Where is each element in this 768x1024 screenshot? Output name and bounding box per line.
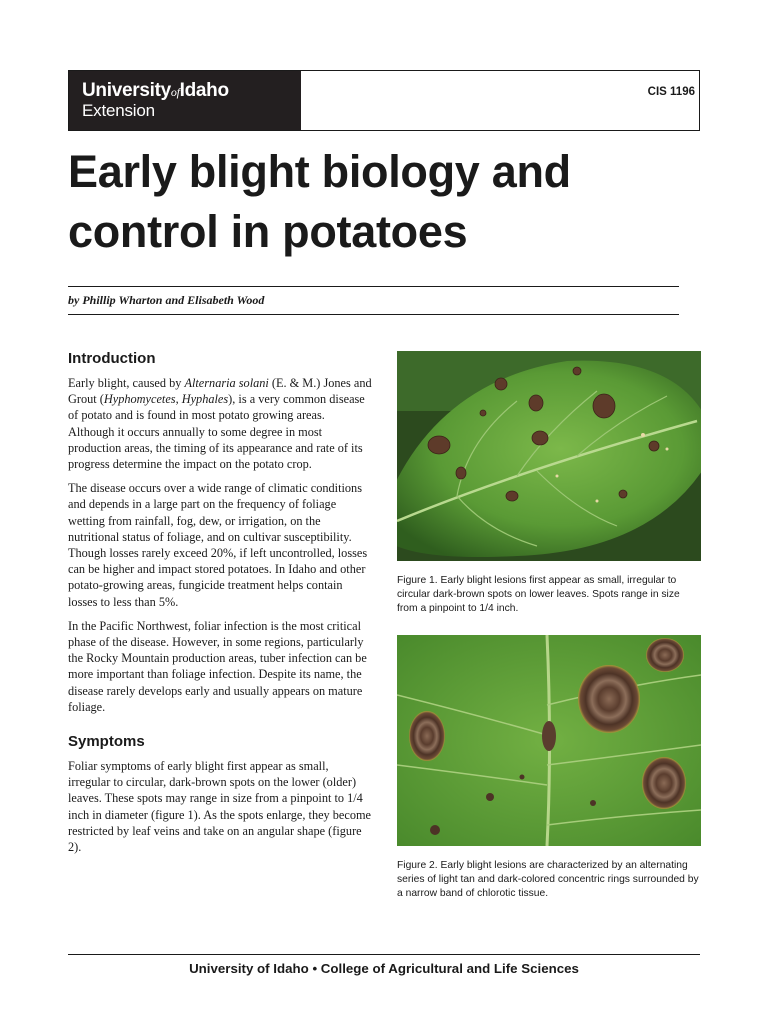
title-divider xyxy=(68,286,679,287)
figure-1-caption: Figure 1. Early blight lesions first appear as small, irregular to circular dark-brown spots on lower leaves. Spots range in size from a pinpoint to 1/4 inch. xyxy=(397,575,680,614)
figure-1-photo-leaf-small-lesions xyxy=(397,351,701,561)
author-byline: by Phillip Wharton and Elisabeth Wood xyxy=(68,293,265,307)
symptoms-heading: Symptoms xyxy=(68,733,145,751)
logo-wordmark: UniversityofIdaho xyxy=(82,80,229,101)
figure-2-caption: Figure 2. Early blight lesions are characterized by an alternating series of light tan and dark-colored concentric rings surrounded by a narrow band of chlorotic tissue. xyxy=(397,860,699,899)
introduction-paragraph-3: In the Pacific Northwest, foliar infection is the most critical phase of the disease. However, in some regions, particularly the Rocky Mountain production areas, tuber infection can be more important than foliage infection. Despite its name, the disease rarely develops early and usually appears on mature foliage. xyxy=(68,618,367,714)
symptoms-paragraph-1: Foliar symptoms of early blight first appear as small, irregular to circular, dark-brown spots on the lower (older) leaves. These spots may range in size from a pinpoint to 1/4 inch in diameter (figure 1). As the spots enlarge, they become restricted by leaf veins and take on an angular shape (figure 2). xyxy=(68,759,372,855)
introduction-heading: Introduction xyxy=(68,350,156,367)
figure-2-photo-leaf-concentric-lesions xyxy=(397,635,701,846)
species-name: Alternaria solani xyxy=(184,376,269,390)
figures-column xyxy=(397,351,701,920)
title-line-2: control in potatoes xyxy=(68,206,468,257)
introduction-paragraph-1: Early blight, caused by Alternaria solani (E. & M.) Jones and Grout (Hyphomycetes, Hyphales), is a very common disease of potato and is found in most potato growing areas. Although it occurs annually to some degree in most production areas, the timing of its appearance and rate of its progress determine the impact on the potato crop. xyxy=(68,376,372,472)
page-title xyxy=(68,142,688,262)
title-line-1: Early blight biology and xyxy=(68,146,571,197)
logo-subtitle: Extension xyxy=(82,101,155,120)
university-of-idaho-extension-logo xyxy=(69,71,301,130)
publication-code: CIS 1196 xyxy=(647,86,695,98)
order-name: Hyphales xyxy=(181,392,229,407)
footer-divider xyxy=(68,954,700,955)
introduction-paragraph-2: The disease occurs over a wide range of climatic conditions and depends in a large part on the frequency of foliage wetting from rainfall, fog, dew, or irrigation, on the nutritional status of foliage, and on cultivar susceptibility. Though losses rarely exceed 20%, if left uncontrolled, losses can be higher and impact stored potatoes. In Idaho and other potato-growing areas, fungicide treatment helps contain losses to less than 5%. xyxy=(68,481,368,609)
class-name: Hyphomycetes xyxy=(103,392,176,407)
header-banner xyxy=(68,70,700,131)
byline-divider xyxy=(68,314,679,315)
footer-institution: University of Idaho • College of Agricultural and Life Sciences xyxy=(189,961,579,976)
main-text-column xyxy=(68,350,373,863)
